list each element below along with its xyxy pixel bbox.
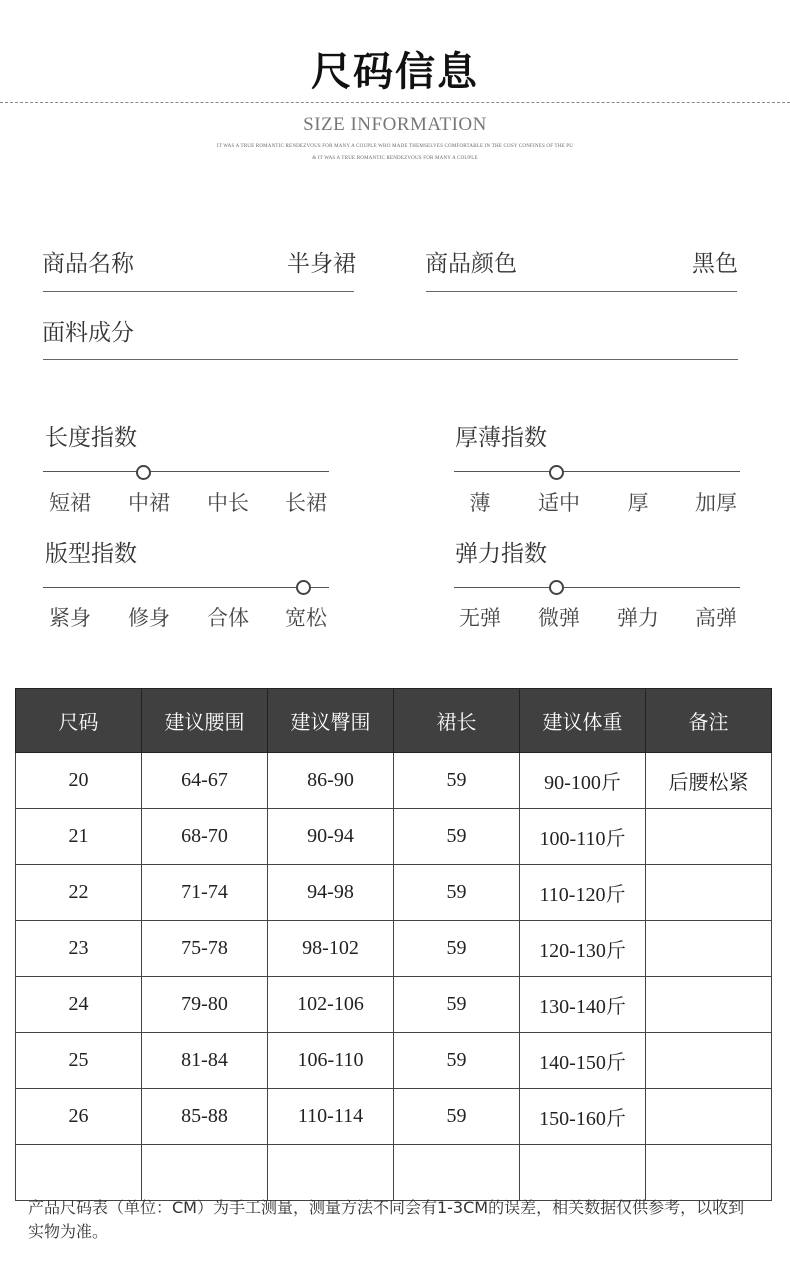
waist-cell: 81-84 <box>142 1033 268 1089</box>
table-row <box>16 1089 772 1145</box>
length-option: 短裙 <box>49 491 91 515</box>
fit-index-track <box>43 587 329 588</box>
length-option: 中裙 <box>128 491 170 515</box>
table-row <box>16 1033 772 1089</box>
length-cell: 59 <box>394 921 520 977</box>
column-header: 建议腰围 <box>142 689 268 753</box>
elasticity-option: 高弹 <box>695 606 737 630</box>
length-option: 中长 <box>207 491 249 515</box>
remark-cell: 后腰松紧 <box>646 753 772 809</box>
product-name-underline <box>43 291 354 292</box>
product-color-label: 商品颜色 <box>425 251 517 277</box>
size-cell: 21 <box>16 809 142 865</box>
thickness-index-track <box>454 471 740 472</box>
length-index-knob <box>136 465 151 480</box>
length-index-track <box>43 471 329 472</box>
weight-cell: 150-160斤 <box>520 1089 646 1145</box>
weight-cell: 100-110斤 <box>520 809 646 865</box>
thickness-option: 适中 <box>538 491 580 515</box>
waist-cell: 79-80 <box>142 977 268 1033</box>
length-cell: 59 <box>394 865 520 921</box>
elasticity-index-track <box>454 587 740 588</box>
weight-cell: 120-130斤 <box>520 921 646 977</box>
weight-cell <box>520 1145 646 1201</box>
size-table <box>15 688 772 1201</box>
elasticity-option: 弹力 <box>617 606 659 630</box>
column-header: 裙长 <box>394 689 520 753</box>
hip-cell: 98-102 <box>268 921 394 977</box>
weight-cell: 90-100斤 <box>520 753 646 809</box>
column-header: 尺码 <box>16 689 142 753</box>
dashed-divider <box>0 102 790 103</box>
column-header: 建议体重 <box>520 689 646 753</box>
fabric-label: 面料成分 <box>42 320 134 346</box>
size-cell: 26 <box>16 1089 142 1145</box>
table-header-row <box>16 689 772 753</box>
product-color-underline <box>426 291 737 292</box>
page-title: 尺码信息 <box>311 49 479 95</box>
size-cell: 25 <box>16 1033 142 1089</box>
remark-cell <box>646 1145 772 1201</box>
tagline-line-1: IT WAS A TRUE ROMANTIC RENDEZVOUS FOR MANY A COUPLE WHO MADE THEMSELVES COMFORTABLE IN THE COSY CONFINES OF THE PU <box>216 144 574 149</box>
elasticity-option: 无弹 <box>459 606 501 630</box>
table-row <box>16 977 772 1033</box>
hip-cell <box>268 1145 394 1201</box>
weight-cell: 110-120斤 <box>520 865 646 921</box>
thickness-option: 薄 <box>469 491 491 515</box>
remark-cell <box>646 977 772 1033</box>
weight-cell: 130-140斤 <box>520 977 646 1033</box>
hip-cell: 94-98 <box>268 865 394 921</box>
hip-cell: 110-114 <box>268 1089 394 1145</box>
remark-cell <box>646 1033 772 1089</box>
fit-index-title: 版型指数 <box>45 541 137 567</box>
remark-cell <box>646 865 772 921</box>
hip-cell: 102-106 <box>268 977 394 1033</box>
table-row <box>16 865 772 921</box>
waist-cell <box>142 1145 268 1201</box>
column-header: 建议臀围 <box>268 689 394 753</box>
remark-cell <box>646 1089 772 1145</box>
product-name-value: 半身裙 <box>287 251 356 277</box>
hip-cell: 86-90 <box>268 753 394 809</box>
fit-option: 合体 <box>207 606 249 630</box>
size-cell <box>16 1145 142 1201</box>
size-cell: 22 <box>16 865 142 921</box>
elasticity-index-knob <box>549 580 564 595</box>
length-cell: 59 <box>394 1033 520 1089</box>
waist-cell: 75-78 <box>142 921 268 977</box>
tagline-line-2: & IT WAS A TRUE ROMANTIC RENDEZVOUS FOR MANY A COUPLE <box>312 156 478 161</box>
waist-cell: 71-74 <box>142 865 268 921</box>
table-row <box>16 809 772 865</box>
hip-cell: 90-94 <box>268 809 394 865</box>
hip-cell: 106-110 <box>268 1033 394 1089</box>
elasticity-index-title: 弹力指数 <box>455 541 547 567</box>
size-cell: 23 <box>16 921 142 977</box>
remark-cell <box>646 921 772 977</box>
weight-cell: 140-150斤 <box>520 1033 646 1089</box>
column-header: 备注 <box>646 689 772 753</box>
thickness-option: 加厚 <box>695 491 737 515</box>
waist-cell: 85-88 <box>142 1089 268 1145</box>
elasticity-option: 微弹 <box>538 606 580 630</box>
table-row <box>16 1145 772 1201</box>
thickness-option: 厚 <box>627 491 649 515</box>
fabric-underline <box>43 359 738 360</box>
product-color-value: 黑色 <box>692 251 738 277</box>
waist-cell: 68-70 <box>142 809 268 865</box>
measurement-note: 产品尺码表（单位：CM）为手工测量，测量方法不同会有1-3CM的误差，相关数据仅供参考，以收到实物为准。 <box>28 1198 745 1241</box>
thickness-index-knob <box>549 465 564 480</box>
waist-cell: 64-67 <box>142 753 268 809</box>
size-cell: 20 <box>16 753 142 809</box>
length-option: 长裙 <box>285 491 327 515</box>
length-cell: 59 <box>394 977 520 1033</box>
fit-option: 修身 <box>128 606 170 630</box>
length-cell: 59 <box>394 809 520 865</box>
product-name-label: 商品名称 <box>42 251 134 277</box>
page-subtitle: SIZE INFORMATION <box>303 114 487 135</box>
remark-cell <box>646 809 772 865</box>
table-row <box>16 753 772 809</box>
length-cell <box>394 1145 520 1201</box>
fit-option: 宽松 <box>285 606 327 630</box>
length-cell: 59 <box>394 753 520 809</box>
fit-option: 紧身 <box>49 606 91 630</box>
thickness-index-title: 厚薄指数 <box>455 425 547 451</box>
fit-index-knob <box>296 580 311 595</box>
table-row <box>16 921 772 977</box>
size-cell: 24 <box>16 977 142 1033</box>
length-cell: 59 <box>394 1089 520 1145</box>
length-index-title: 长度指数 <box>45 425 137 451</box>
